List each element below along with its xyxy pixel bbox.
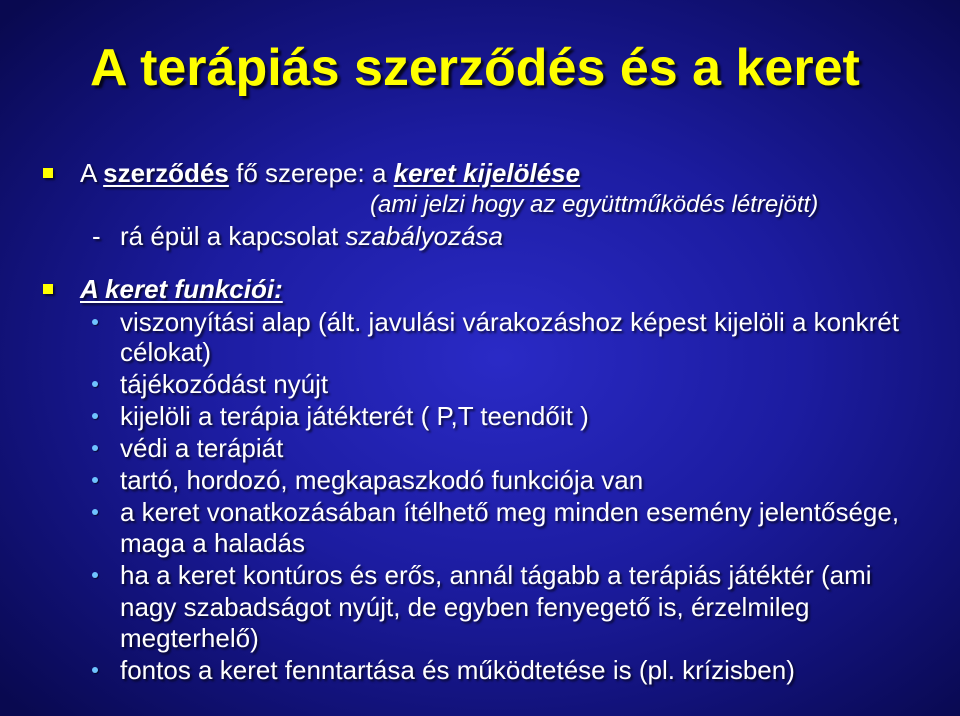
- function-item-line: megterhelő): [120, 623, 259, 653]
- functions-heading: A keret funkciói:: [80, 274, 283, 304]
- dash-marker: -: [92, 221, 101, 251]
- function-item-line: célokat): [120, 337, 212, 367]
- function-item-line: kijelöli a terápia játékterét ( P,T teendőit ): [120, 401, 589, 431]
- dot-bullet-icon: [92, 445, 98, 451]
- contract-prefix: A: [80, 158, 104, 188]
- function-item-line: tartó, hordozó, megkapaszkodó funkciója van: [120, 465, 644, 495]
- function-item-line: védi a terápiát: [120, 433, 284, 463]
- dot-bullet-icon: [92, 319, 98, 325]
- slide-title: A terápiás szerződés és a keret: [90, 39, 860, 97]
- function-item-line: maga a haladás: [120, 528, 306, 558]
- bullet-contract-role: [80, 157, 580, 189]
- contract-term: szerződés: [103, 158, 229, 188]
- square-bullet-icon: [43, 284, 53, 294]
- contract-emphasis: keret kijelölése: [393, 158, 581, 188]
- function-item-line: ha a keret kontúros és erős, annál tágabb a terápiás játéktér (ami: [120, 560, 872, 590]
- dot-bullet-icon: [92, 572, 98, 578]
- dot-bullet-icon: [92, 381, 98, 387]
- regulation-emphasis: szabályozása: [345, 221, 504, 251]
- contract-middle: fő szerepe: a: [228, 158, 394, 188]
- dot-bullet-icon: [92, 413, 98, 419]
- function-item-line: viszonyítási alap (ált. javulási várakozáshoz képest kijelöli a konkrét: [120, 307, 899, 337]
- dot-bullet-icon: [92, 477, 98, 483]
- dot-bullet-icon: [92, 509, 98, 515]
- function-item-line: fontos a keret fenntartása és működtetése is (pl. krízisben): [120, 655, 795, 685]
- regulation-text: rá épül a kapcsolat: [120, 221, 346, 251]
- function-item-line: tájékozódást nyújt: [120, 369, 329, 399]
- function-item-line: a keret vonatkozásában ítélhető meg minden esemény jelentősége,: [120, 497, 900, 527]
- contract-note: (ami jelzi hogy az együttműködés létrejött): [370, 191, 819, 218]
- regulation-line: [120, 220, 503, 252]
- dot-bullet-icon: [92, 667, 98, 673]
- square-bullet-icon: [43, 168, 53, 178]
- function-item-line: nagy szabadságot nyújt, de egyben fenyegető is, érzelmileg: [120, 592, 810, 622]
